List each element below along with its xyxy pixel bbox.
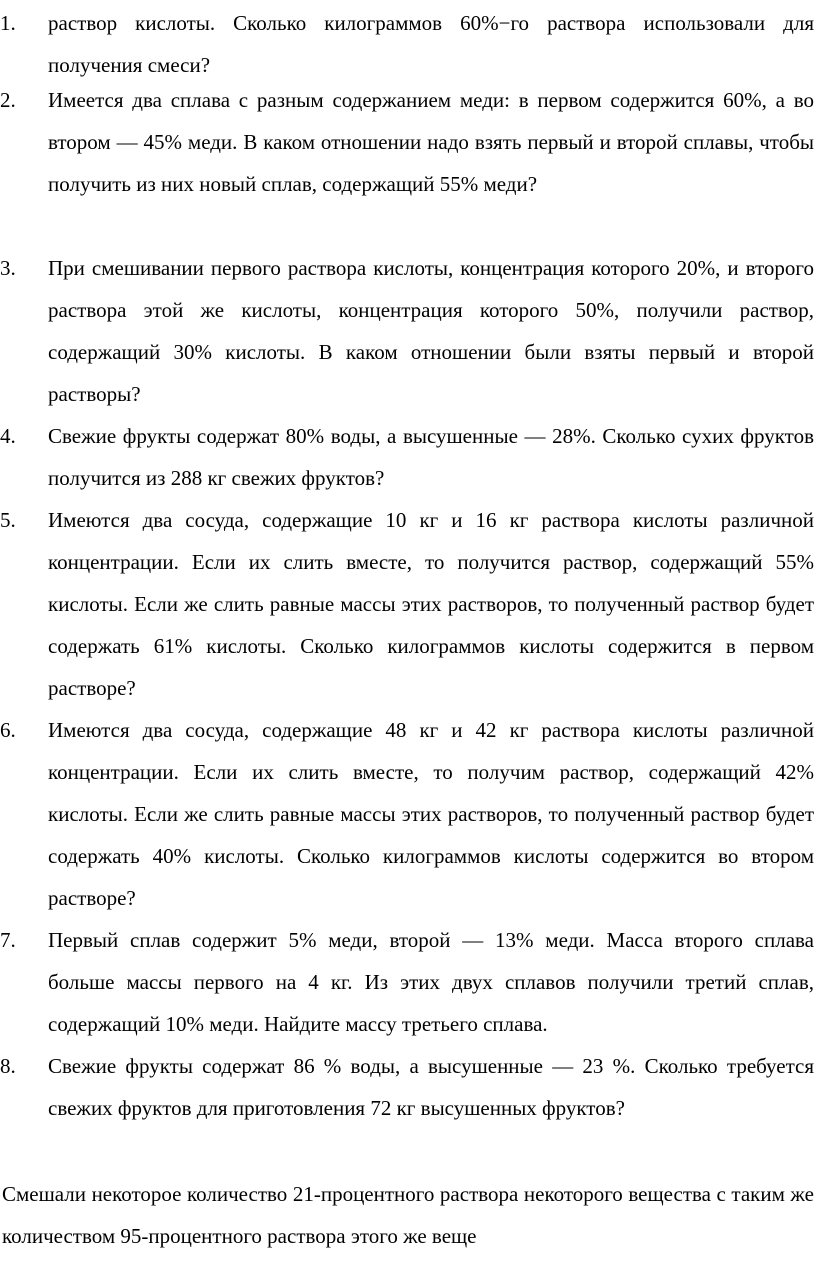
trailing-paragraph: Смешали некоторое количество 21-процентного раствора некоторого вещества с таким же количеством 95-процентного раствора этого же веще (2, 1182, 814, 1248)
item-number: 4. (0, 424, 16, 448)
item-text: Свежие фрукты содержат 80% воды, а высушенные — 28%. Сколько сухих фруктов получится из 288 кг свежих фруктов? (48, 424, 814, 490)
item-text: Имеются два сосуда, содержащие 48 кг и 42 кг раствора кислоты различной концентрации. Если их слить вместе, то получим раствор, содержащий 42% кислоты. Если же слить равные массы этих растворов, то полученный раствор будет содержать 40% кислоты. Сколько килограммов кислоты содержится во втором растворе? (48, 718, 814, 910)
item-number: 8. (0, 1054, 16, 1078)
item-text: раствор кислоты. Сколько килограммов 60%−го раствора использовали для получения смеси? (48, 11, 814, 77)
item-text: Имеется два сплава с разным содержанием меди: в первом содержится 60%, а во втором — 45% меди. В каком отношении надо взять первый и второй сплавы, чтобы получить из них новый сплав, содержащий 55% меди? (48, 88, 814, 196)
item-text: При смешивании первого раствора кислоты, концентрация которого 20%, и второго раствора этой же кислоты, концентрация которого 50%, получили раствор, содержащий 30% кислоты. В каком отношении были взяты первый и второй растворы? (48, 256, 814, 406)
item-text: Свежие фрукты содержат 86 % воды, а высушенные — 23 %. Сколько требуется свежих фруктов для приготовления 72 кг высушенных фруктов? (48, 1054, 814, 1120)
item-number: 3. (0, 256, 16, 280)
item-number: 2. (0, 88, 16, 112)
item-number: 7. (0, 928, 16, 952)
item-number: 1. (0, 11, 16, 35)
item-number: 5. (0, 508, 16, 532)
item-text: Первый сплав содержит 5% меди, второй — 13% меди. Масса второго сплава больше массы первого на 4 кг. Из этих двух сплавов получили третий сплав, содержащий 10% меди. Найдите массу третьего сплава. (48, 928, 814, 1036)
item-text: Имеются два сосуда, содержащие 10 кг и 16 кг раствора кислоты различной концентрации. Если их слить вместе, то получится раствор, содержащий 55% кислоты. Если же слить равные массы этих растворов, то полученный раствор будет содержать 61% кислоты. Сколько килограммов кислоты содержится в первом растворе? (48, 508, 814, 700)
item-number: 6. (0, 718, 16, 742)
